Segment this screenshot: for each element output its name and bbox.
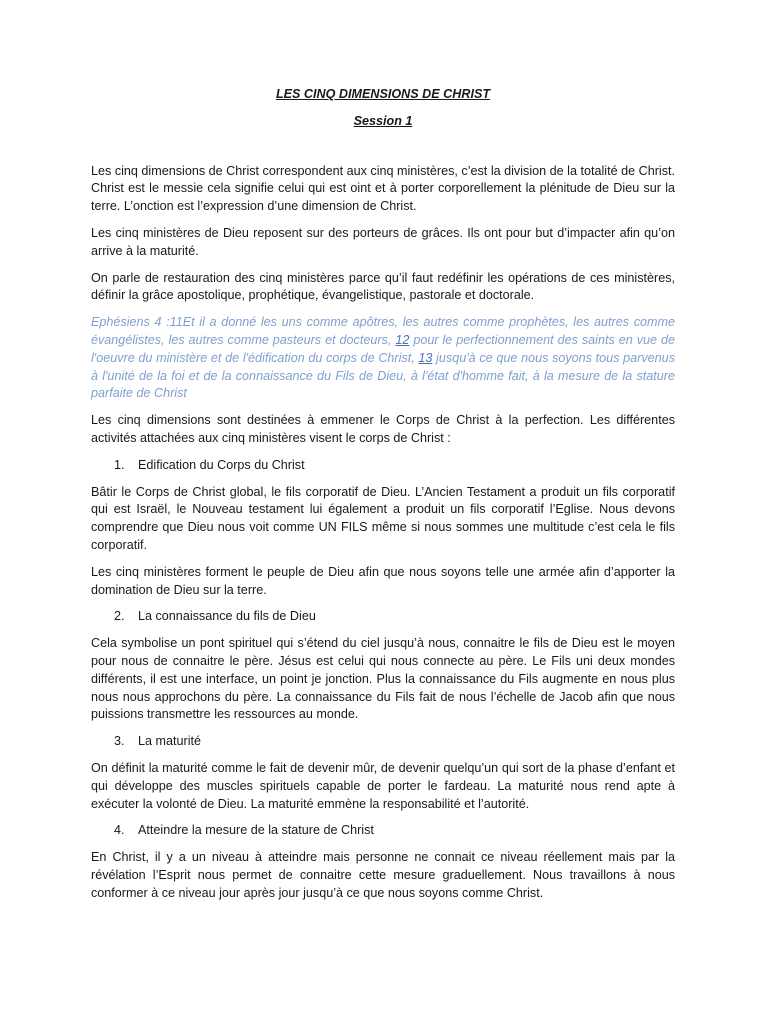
section-number: 3. — [114, 734, 125, 749]
document-title: LES CINQ DIMENSIONS DE CHRIST — [275, 87, 491, 101]
verse-text: Ephésiens 4 :11Et il a donné les uns comme apôtres, les autres comme prophètes, les autres comme évangélistes, les autres comme pasteurs et docteurs, — [91, 315, 675, 347]
verse-number-link[interactable]: 12 — [395, 332, 410, 347]
scripture-quote — [91, 314, 675, 403]
section-number: 4. — [114, 823, 125, 838]
section-paragraph: Cela symbolise un pont spirituel qui s’étend du ciel jusqu’à nous, connaitre le fils de Dieu est le moyen pour nous de connaitre le père. Jésus est celui qui nous connecte au père. Le Fils uni deux mondes différents, il est une interface, un point je jonction. Plus la connaissance du Fils augmente en nous plus nous nous approchons du père. La connaissance du Fils fait de nous l’échelle de Jacob afin que nous puissions transmettre les ressources au monde. — [91, 636, 675, 722]
section-paragraph: On définit la maturité comme le fait de devenir mûr, de devenir quelqu’un qui sort de la phase d’enfant et qui développe des muscles spirituels capable de porter le fardeau. La maturité nous rend apte à exécuter la volonté de Dieu. La maturité emmène la responsabilité et l’autorité. — [91, 760, 675, 811]
section-paragraph: En Christ, il y a un niveau à atteindre mais personne ne connait ce niveau réellement mais par la révélation l’Esprit nous permet de connaitre cette mesure graduellement. Nous travaillons à nous conformer à ce niveau jour après jour jusqu’à ce que nous soyons comme Christ. — [91, 850, 675, 900]
session-subtitle: Session 1 — [353, 113, 413, 128]
section-number: 2. — [114, 609, 125, 624]
section-title: La maturité — [138, 734, 201, 749]
section-heading — [91, 608, 675, 626]
section-title: Edification du Corps du Christ — [138, 457, 305, 472]
intro-paragraph: Les cinq ministères de Dieu reposent sur des porteurs de grâces. Ils ont pour but d’impacter afin qu’on arrive à la maturité. — [91, 225, 675, 258]
section-paragraph: Bâtir le Corps de Christ global, le fils corporatif de Dieu. L’Ancien Testament a produit un fils corporatif qui est Israël, le Nouveau testament lui également a produit un fils corporatif l’Eglise. Nous devons comprendre que Dieu nous voit comme UN FILS même si nous sommes une multitude c’est cela le fils corporatif. — [91, 484, 675, 552]
section-heading — [91, 457, 675, 475]
section-heading — [91, 822, 675, 840]
lead-paragraph: Les cinq dimensions sont destinées à emmener le Corps de Christ à la perfection. Les différentes activités attachées aux cinq ministères visent le corps de Christ : — [91, 413, 675, 445]
section-number: 1. — [114, 457, 125, 472]
section-title: Atteindre la mesure de la stature de Christ — [138, 823, 374, 838]
section-heading — [91, 733, 675, 751]
section-title: La connaissance du fils de Dieu — [138, 609, 316, 624]
verse-number-link[interactable]: 13 — [418, 350, 433, 365]
document-page — [91, 86, 675, 911]
intro-paragraph: On parle de restauration des cinq ministères parce qu’il faut redéfinir les opérations de ces ministères, définir la grâce apostolique, prophétique, évangelistique, pastorale et doctorale. — [91, 270, 675, 303]
intro-paragraph: Les cinq dimensions de Christ correspondent aux cinq ministères, c’est la division de la totalité de Christ. Christ est le messie cela signifie celui qui est oint et à porter corporellement la plénitude de Dieu sur la terre. L’onction est l’expression d’une dimension de Christ. — [91, 163, 675, 214]
section-paragraph: Les cinq ministères forment le peuple de Dieu afin que nous soyons telle une armée afin d’apporter la domination de Dieu sur la terre. — [91, 564, 675, 597]
verse-text: pour le perfectionnement des saints en vue de l'oeuvre du ministère et de l'édification du corps de Christ, — [91, 332, 675, 365]
verse-text: jusqu'à ce que nous soyons tous parvenus à l'unité de la foi et de la connaissance du Fils de Dieu, à l'état d'homme fait, à la mesure de la stature parfaite de Christ — [91, 350, 675, 401]
